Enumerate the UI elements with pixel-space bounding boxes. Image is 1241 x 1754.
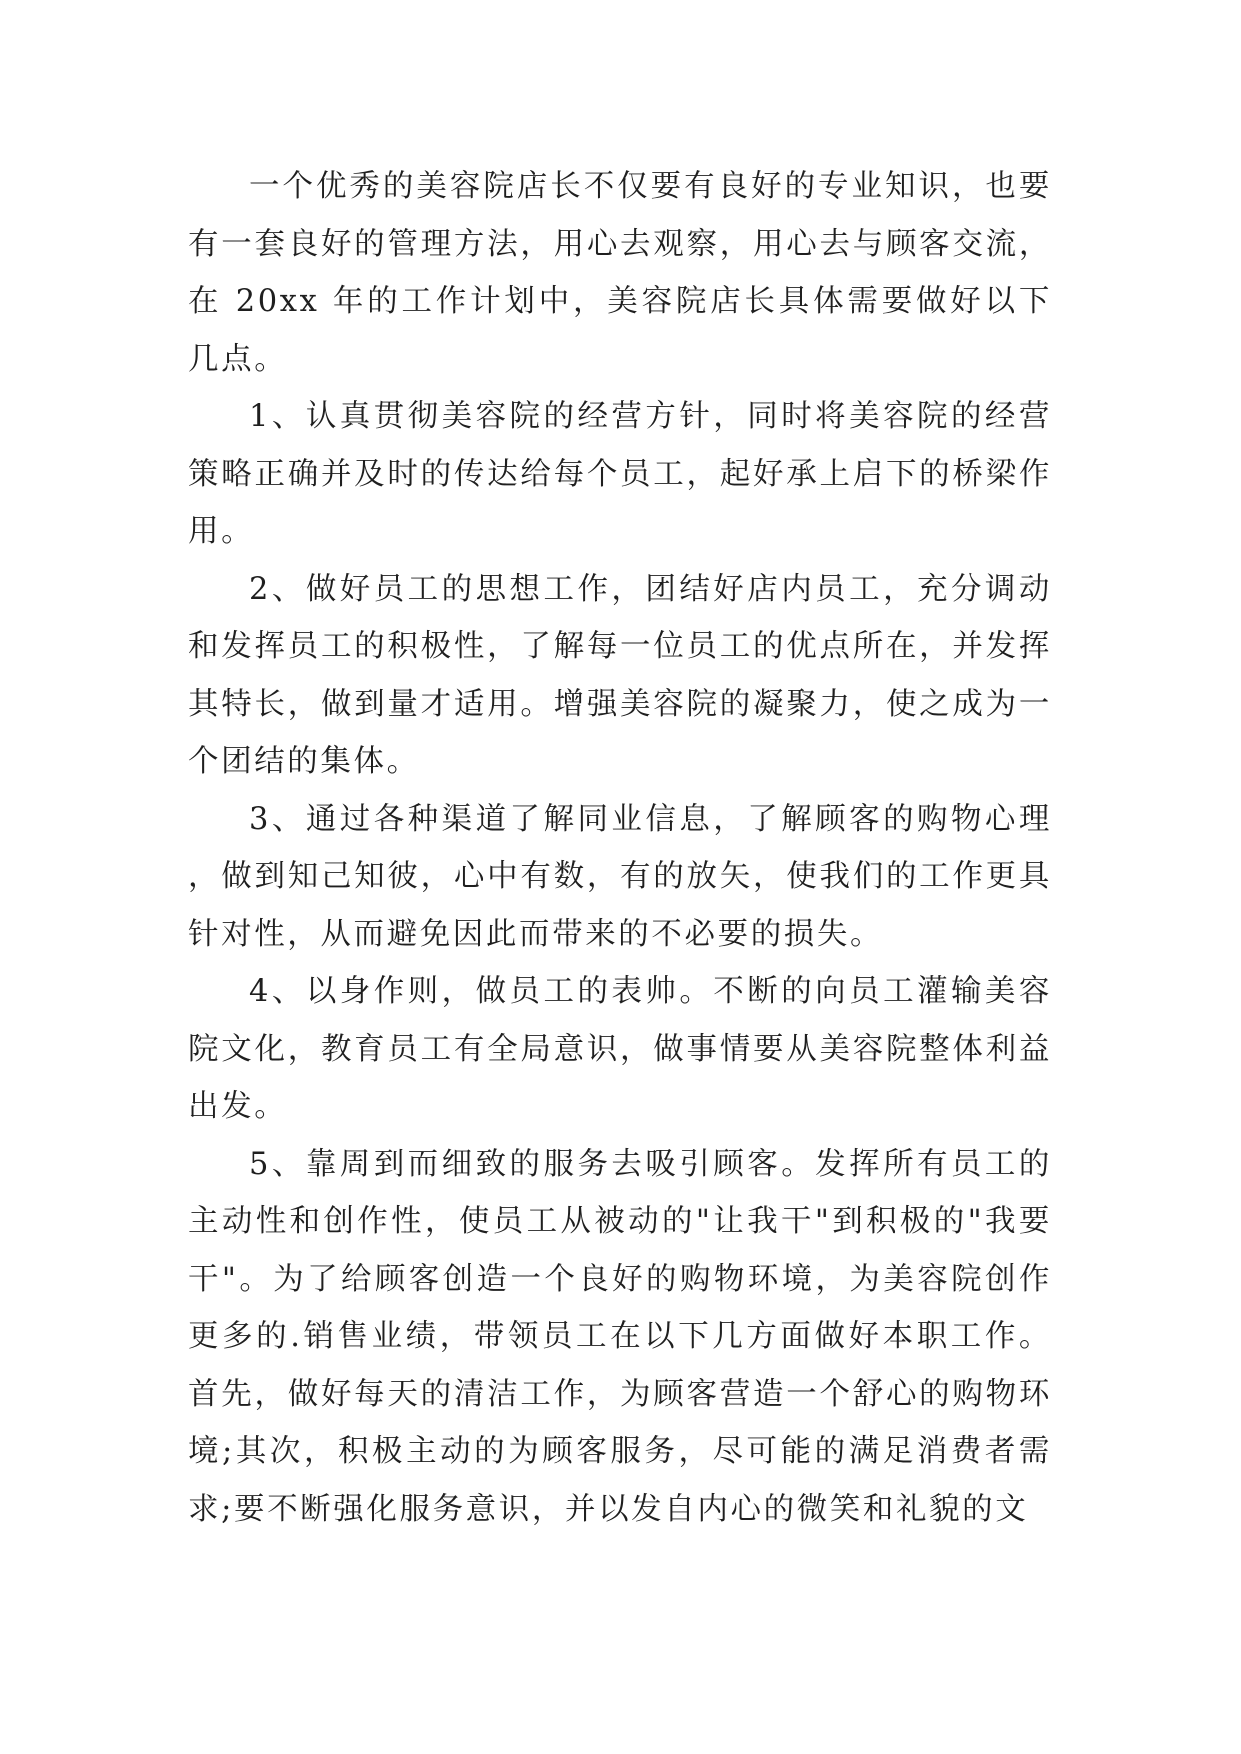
paragraph-item-3: 3、通过各种渠道了解同业信息，了解顾客的购物心理，做到知己知彼，心中有数，有的放矢，使我们的工作更具针对性，从而避免因此而带来的不必要的损失。	[188, 801, 1052, 952]
document-body	[188, 158, 1052, 1538]
paragraph-item-1: 1、认真贯彻美容院的经营方针，同时将美容院的经营策略正确并及时的传达给每个员工，起好承上启下的桥梁作用。	[188, 399, 1052, 549]
paragraph-intro: 一个优秀的美容院店长不仅要有良好的专业知识，也要有一套良好的管理方法，用心去观察，用心去与顾客交流，在 20xx 年的工作计划中，美容院店长具体需要做好以下几点。	[188, 169, 1052, 377]
paragraph-item-5: 5、靠周到而细致的服务去吸引顾客。发挥所有员工的主动性和创作性，使员工从被动的"让我干"到积极的"我要干"。为了给顾客创造一个良好的购物环境，为美容院创作更多的.销售业绩，带领员工在以下几方面做好本职工作。首先，做好每天的清洁工作，为顾客营造一个舒心的购物环境;其次，积极主动的为顾客服务，尽可能的满足消费者需求;要不断强化服务意识，并以发自内心的微笑和礼貌的文	[188, 1146, 1052, 1527]
paragraph-item-4: 4、以身作则，做员工的表帅。不断的向员工灌输美容院文化，教育员工有全局意识，做事情要从美容院整体利益出发。	[188, 974, 1052, 1124]
paragraph-item-2: 2、做好员工的思想工作，团结好店内员工，充分调动和发挥员工的积极性，了解每一位员工的优点所在，并发挥其特长，做到量才适用。增强美容院的凝聚力，使之成为一个团结的集体。	[188, 571, 1052, 779]
